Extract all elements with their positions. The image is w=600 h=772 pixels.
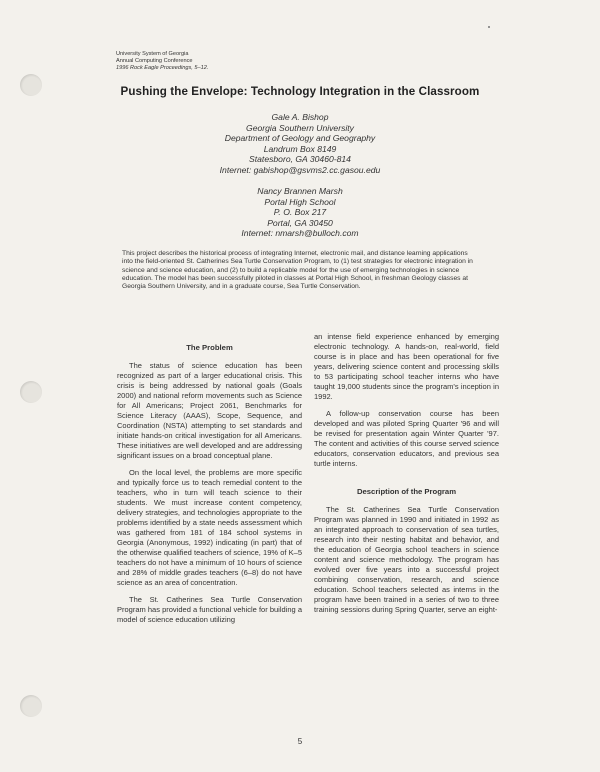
punch-hole-middle [20,381,42,403]
section-heading-description: Description of the Program [356,487,457,496]
follow-up-paragraph: A follow-up conservation course has been developed and was piloted Spring Quarter '96 and will be revised for presentation again Winter Quarter '97. The content and activities of this course served science educators, conservation educators, and previous sea turtle interns. [314,409,499,468]
problem-paragraph-1: The status of science education has been recognized as part of a larger educational crisis. This crisis is being addressed by national goals (Goals 2000) and national reform movements such as Science for All Americans; Project 2061, Benchmarks for Science Literacy (AAAS), Scope, Sequence, and Coordination (NSTA) attempting to set standards and initiate hands-on critical investigation for all Americans. These initiatives are well developed and are addressing significant issues on a broad conceptual plane. [117,361,302,460]
proceedings-header [116,51,208,72]
problem-paragraph-3: The St. Catherines Sea Turtle Conservation Program has provided a functional vehicle for building a model of science education utilizing [117,595,302,624]
header-line-3: 1996 Rock Eagle Proceedings, 5–12. [116,65,209,71]
section-heading-problem: The Problem [186,343,233,352]
author-2-name: Nancy Brannen Marsh [257,186,343,196]
right-column [314,332,499,622]
punch-hole-bottom [20,695,42,717]
author-1-box: Landrum Box 8149 [263,143,337,154]
author-1-email: Internet: gabishop@gsvms2.cc.gasou.edu [219,164,381,175]
author-2-block [0,186,600,239]
author-1-name: Gale A. Bishop [271,112,329,122]
author-2-email: Internet: nmarsh@bulloch.com [241,228,359,239]
author-2-org: Portal High School [264,196,336,207]
page-number: 5 [297,737,303,746]
author-1-block [0,112,600,176]
header-line-2: Annual Computing Conference [116,58,193,64]
left-column [117,343,302,632]
speck-mark [488,26,490,28]
author-1-org: Georgia Southern University [246,122,354,133]
author-1-city: Statesboro, GA 30460-814 [249,154,351,165]
abstract: This project describes the historical process of integrating Internet, electronic mail, and distance learning applications into the field-oriented St. Catherines Sea Turtle Conservation Program, to (1) test strategies for electronic integration in science and science education, and (2) to build a replicable model for the use of emerging technologies in science education. The model has been successfully piloted in classes at Portal High School, in freshman Geology classes at Georgia Southern University, and in a graduate course, Sea Turtle Conservation. [122,250,473,291]
paper-title: Pushing the Envelope: Technology Integration in the Classroom [120,85,480,98]
problem-paragraph-continued: an intense field experience enhanced by emerging electronic technology. A hands-on, real-world, field course is in place and has been operational for five years, delivering science content and processing skills to 53 participating school teacher interns who have taught 19,000 students since the program's inception in 1992. [314,332,499,401]
author-2-box: P. O. Box 217 [273,207,327,218]
description-paragraph-1: The St. Catherines Sea Turtle Conservation Program was planned in 1990 and initiated in 1992 as an integrated approach to conservation of sea turtles, research into their nesting habitat and behavior, and the education of Georgia school teachers in science content and science methodology. The program has evolved over five years into a successful project combining conservation, research, and science education. School teachers selected as interns in the program have been trained in a series of two to three training sessions during Spring Quarter, serve an eight- [314,505,499,614]
header-line-1: University System of Georgia [116,51,189,57]
author-1-dept: Department of Geology and Geography [224,133,376,144]
author-2-city: Portal, GA 30450 [267,217,333,228]
problem-paragraph-2: On the local level, the problems are more specific and typically force us to teach remedial content to the teachers, who in turn will teach science to their students. We must increase content competency, delivery strategies, and technologies appropriate to the problems identified by a state needs assessment which was gathered from 181 of 184 school systems in Georgia (Anonymous, 1992) indicating (in part) that of the otherwise qualified teachers of science, 19% of K–5 teachers do not have a minimum of 10 hours of science and 28% of middle grades teachers (6–8) do not have science as an area of concentration. [117,468,302,587]
